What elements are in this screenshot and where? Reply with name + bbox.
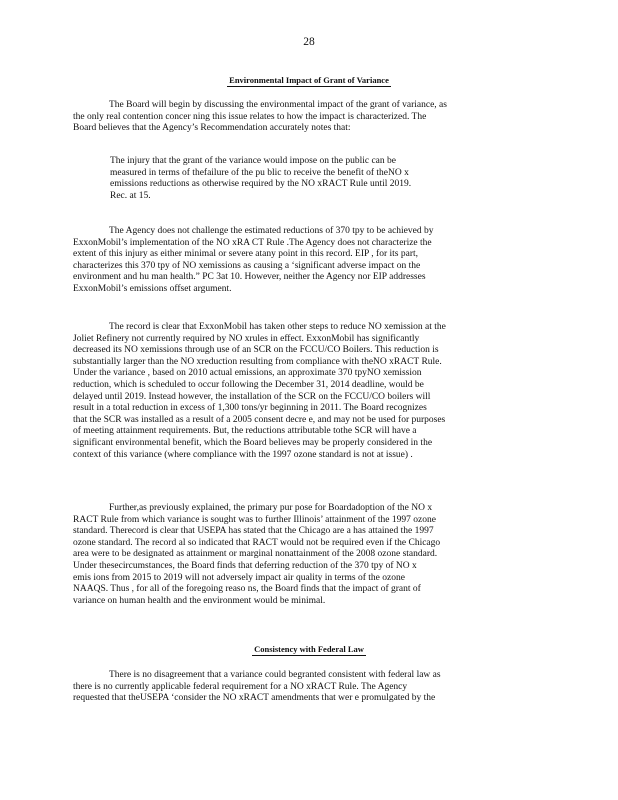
text-line: extent of this injury as either minimal or severe atany point in this record. EIP , for its part, [73,249,418,260]
page-number: 28 [303,36,315,48]
block-quote-recommendation [110,156,490,202]
text-line: Board believes that the Agency’s Recommendation accurately notes that: [73,123,351,134]
paragraph-record-clear [73,322,533,461]
text-line: ExxonMobil’s emissions offset argument. [73,283,232,294]
text-line: area were to be designated as attainment or marginal nonattainment of the 2008 ozone standard. [73,549,438,560]
text-line: Under thesecircumstances, the Board finds that deferring reduction of the 370 tpy of NO x [73,560,417,571]
section-heading-consistency-federal-law [0,644,618,656]
text-line: context of this variance (where compliance with the 1997 ozone standard is not at issue) . [73,449,413,460]
text-line: of meeting attainment requirements. But, the reductions attributable tothe SCR will have a [73,426,417,437]
text-line: NAAQS. Thus , for all of the foregoing reaso ns, the Board finds that the impact of grant of [73,584,421,595]
text-line: ExxonMobil’s implementation of the NO xRA CT Rule .The Agency does not characterize the [73,237,432,248]
section-heading-text: Environmental Impact of Grant of Variance [229,75,389,85]
paragraph-primary-purpose [73,503,533,607]
text-line: variance on human health and the environment would be minimal. [73,595,326,606]
paragraph-no-disagreement [73,670,533,705]
text-line: Rec. at 15. [110,190,151,201]
text-line: The injury that the grant of the variance would impose on the public can be [110,156,396,166]
text-line: environment and hu man health.” PC 3at 10. However, neither the Agency nor EIP addresses [73,272,426,283]
text-line: decreased its NO xemissions through use of an SCR on the FCCU/CO Boilers. This reduction is [73,345,439,356]
text-line: delayed until 2019. Instead however, the installation of the SCR on the FCCU/CO boilers will [73,391,431,402]
text-line: standard. Therecord is clear that USEPA has stated that the Chicago are a has attained the 1997 [73,526,434,537]
text-line: There is no disagreement that a variance could begranted consistent with federal law as [109,670,441,680]
text-line: ozone standard. The record al so indicated that RACT would not be required even if the Chicago [73,537,441,548]
text-line: that the SCR was installed as a result of a 2005 consent decre e, and may not be used for purposes [73,414,446,425]
text-line: substantially larger than the NO xreduction resulting from compliance with theNO xRACT Rule. [73,356,442,367]
text-line: requested that theUSEPA ‘consider the NO xRACT amendments that wer e promulgated by the [73,693,436,704]
text-line: reduction, which is scheduled to occur following the December 31, 2014 deadline, would be [73,379,424,390]
section-heading-environmental-impact [0,75,618,87]
text-line: there is no currently applicable federal requirement for a NO xRACT Rule. The Agency [73,681,408,692]
text-line: Under the variance , based on 2010 actual emissions, an approximate 370 tpyNO xemission [73,368,422,379]
text-line: The Agency does not challenge the estimated reductions of 370 tpy to be achieved by [109,226,434,236]
text-line: significant environmental benefit, which the Board believes may be properly considered in the [73,437,433,448]
text-line: the only real contention concer ning this issue relates to how the impact is characterized. The [73,111,427,122]
text-line: The record is clear that ExxonMobil has taken other steps to reduce NO xemission at the [109,322,446,332]
paragraph-board-discussion [73,100,533,135]
text-line: measured in terms of thefailure of the pu blic to receive the benefit of theNO x [110,167,409,178]
text-line: Further,as previously explained, the primary pur pose for Boardadoption of the NO x [109,503,433,513]
paragraph-agency-challenge [73,226,533,296]
text-line: characterizes this 370 tpy of NO xemissions as causing a ‘significant adverse impact on the [73,260,421,271]
text-line: emissions reductions as otherwise required by the NO xRACT Rule until 2019. [110,179,412,190]
text-line: result in a total reduction in excess of 1,300 tons/yr beginning in 2011. The Board recognizes [73,403,427,414]
text-line: The Board will begin by discussing the environmental impact of the grant of variance, as [109,100,447,110]
text-line: Joliet Refinery not currently required by NO xrules in effect. ExxonMobil has significantly [73,333,420,344]
text-line: emis ions from 2015 to 2019 will not adversely impact air quality in terms of the ozone [73,572,405,583]
text-line: RACT Rule from which variance is sought was to further Illinois’ attainment of the 1997 ozone [73,514,436,525]
section-heading-text: Consistency with Federal Law [254,644,364,654]
